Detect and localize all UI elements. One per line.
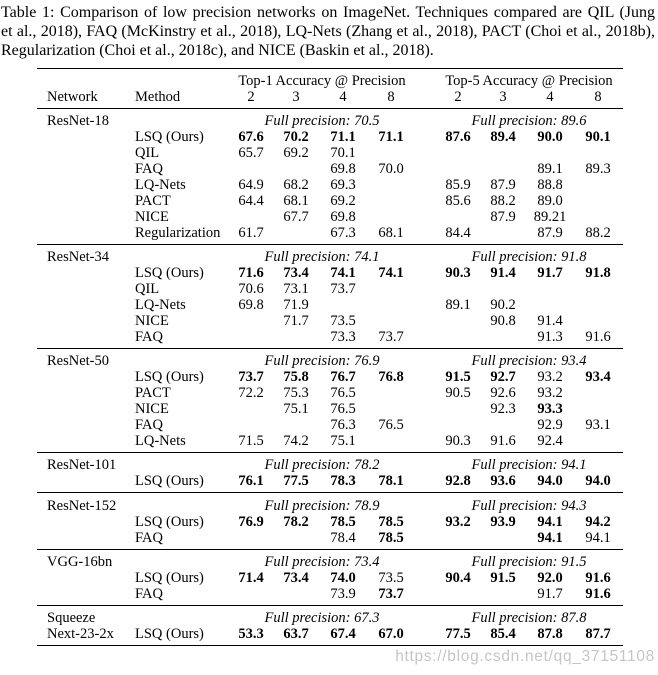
full-precision-row xyxy=(37,457,623,473)
method-row xyxy=(37,570,623,586)
network-name: ResNet-101 xyxy=(47,457,117,474)
top1-precision-2-value: 72.2 xyxy=(238,385,264,402)
network-name: Squeeze xyxy=(47,610,96,626)
top1-precision-4-value: 76.5 xyxy=(330,385,356,402)
top5-precision-2-value: 87.6 xyxy=(445,128,471,145)
caption-line: et al., 2018), FAQ (McKinstry et al., 2018), LQ-Nets (Zhang et al., 2018), PACT (Choi et al., 2018b), xyxy=(1,23,655,40)
method-row xyxy=(37,433,623,449)
top1-precision-4-value: 78.5 xyxy=(330,513,356,530)
top5-precision-4-value: 93.2 xyxy=(537,369,563,386)
top5-precision-4-value: 89.1 xyxy=(537,160,563,177)
top1-precision-2-value: 64.9 xyxy=(238,176,264,193)
top1-precision-header: 2 xyxy=(247,88,255,105)
method-name: FAQ xyxy=(135,585,163,602)
top5-precision-2-value: 85.9 xyxy=(445,176,471,193)
top1-precision-8-value: 78.5 xyxy=(378,529,404,546)
full-precision-row xyxy=(37,113,623,129)
method-row xyxy=(37,145,623,161)
top1-precision-3-value: 77.5 xyxy=(283,473,309,490)
method-name: NICE xyxy=(135,208,169,225)
top1-full-precision: Full precision: 70.5 xyxy=(264,112,380,129)
top5-precision-8-value: 94.2 xyxy=(585,513,611,530)
top1-precision-4-value: 69.2 xyxy=(330,192,356,209)
top5-precision-2-value: 90.5 xyxy=(445,385,471,402)
method-row xyxy=(37,129,623,145)
top1-full-precision: Full precision: 78.9 xyxy=(264,497,380,514)
method-name: NICE xyxy=(135,313,169,330)
top5-precision-2-value: 90.3 xyxy=(445,433,471,450)
method-name: LQ-Nets xyxy=(135,176,186,193)
top5-precision-2-value: 77.5 xyxy=(445,626,471,642)
top5-precision-8-value: 90.1 xyxy=(585,128,611,145)
table-caption xyxy=(1,3,655,60)
top5-precision-8-value: 87.7 xyxy=(585,626,611,642)
method-name: LSQ (Ours) xyxy=(135,369,204,386)
network-name: ResNet-34 xyxy=(47,249,110,266)
top1-precision-8-value: 78.5 xyxy=(378,513,404,530)
top5-precision-2-value: 90.3 xyxy=(445,265,471,282)
top1-precision-3-value: 78.2 xyxy=(283,513,309,530)
top5-precision-2-value: 85.6 xyxy=(445,192,471,209)
top1-precision-2-value: 61.7 xyxy=(238,224,264,241)
top5-precision-3-value: 87.9 xyxy=(490,176,516,193)
network-group xyxy=(37,245,623,349)
results-table xyxy=(37,68,623,646)
top5-precision-3-value: 91.4 xyxy=(490,265,516,282)
top1-precision-2-value: 71.6 xyxy=(238,265,264,282)
top5-precision-4-value: 88.8 xyxy=(537,176,563,193)
method-name: QIL xyxy=(135,144,160,161)
top1-precision-2-value: 70.6 xyxy=(238,281,264,298)
top1-precision-4-value: 70.1 xyxy=(330,144,356,161)
top5-precision-4-value: 94.1 xyxy=(537,513,563,530)
method-name: LQ-Nets xyxy=(135,433,186,450)
top5-precision-4-value: 93.3 xyxy=(537,401,563,418)
top1-precision-3-value: 71.7 xyxy=(283,313,309,330)
top5-precision-4-value: 92.4 xyxy=(537,433,563,450)
method-name: QIL xyxy=(135,281,160,298)
top5-precision-2-value: 92.8 xyxy=(445,473,471,490)
table-body xyxy=(37,109,623,646)
top1-precision-4-value: 76.7 xyxy=(330,369,356,386)
top1-precision-4-value: 73.5 xyxy=(330,313,356,330)
method-row xyxy=(37,225,623,241)
method-name: PACT xyxy=(135,385,171,402)
top1-precision-4-value: 67.3 xyxy=(330,224,356,241)
top5-precision-8-value: 94.0 xyxy=(585,473,611,490)
top5-precision-3-value: 91.6 xyxy=(490,433,516,450)
network-name: ResNet-18 xyxy=(47,112,110,129)
top5-full-precision: Full precision: 91.8 xyxy=(471,249,587,266)
top5-precision-4-value: 90.0 xyxy=(537,128,563,145)
top1-precision-3-value: 69.2 xyxy=(283,144,309,161)
method-name: LQ-Nets xyxy=(135,297,186,314)
method-name: FAQ xyxy=(135,329,163,346)
top5-precision-4-value: 89.21 xyxy=(533,208,567,225)
method-row xyxy=(37,177,623,193)
top1-precision-8-value: 76.5 xyxy=(378,417,404,434)
top1-precision-4-value: 69.8 xyxy=(330,208,356,225)
method-row xyxy=(37,297,623,313)
network-group xyxy=(37,109,623,245)
top5-precision-8-value: 91.6 xyxy=(585,569,611,586)
top1-precision-8-value: 73.7 xyxy=(378,585,404,602)
top1-precision-4-value: 71.1 xyxy=(330,128,356,145)
top1-precision-3-value: 75.1 xyxy=(283,401,309,418)
method-row xyxy=(37,281,623,297)
full-precision-row xyxy=(37,353,623,369)
method-row xyxy=(37,586,623,602)
top1-precision-4-value: 69.3 xyxy=(330,176,356,193)
top5-precision-8-value: 88.2 xyxy=(585,224,611,241)
top5-precision-8-value: 93.4 xyxy=(585,369,611,386)
top5-precision-4-value: 87.9 xyxy=(537,224,563,241)
top1-precision-3-value: 63.7 xyxy=(283,626,309,642)
top5-precision-8-value: 91.8 xyxy=(585,265,611,282)
top5-precision-3-value: 89.4 xyxy=(490,128,516,145)
table-header xyxy=(37,69,623,109)
top1-full-precision: Full precision: 73.4 xyxy=(264,553,380,570)
watermark: https://blog.csdn.net/qq_37151108 xyxy=(395,648,655,665)
top5-precision-4-value: 87.8 xyxy=(537,626,563,642)
top1-precision-4-value: 75.1 xyxy=(330,433,356,450)
method-name: FAQ xyxy=(135,529,163,546)
top1-precision-8-value: 71.1 xyxy=(378,128,404,145)
top1-precision-3-value: 74.2 xyxy=(283,433,309,450)
network-name: Next-23-2x xyxy=(47,626,114,642)
full-precision-row xyxy=(37,249,623,265)
top5-precision-4-value: 91.4 xyxy=(537,313,563,330)
method-name: LSQ (Ours) xyxy=(135,569,204,586)
method-name: FAQ xyxy=(135,417,163,434)
top1-precision-4-value: 67.4 xyxy=(330,626,356,642)
method-row xyxy=(37,514,623,530)
method-row xyxy=(37,417,623,433)
top5-full-precision: Full precision: 93.4 xyxy=(471,353,587,370)
top1-precision-8-value: 70.0 xyxy=(378,160,404,177)
top1-precision-8-value: 67.0 xyxy=(378,626,404,642)
top5-precision-8-value: 89.3 xyxy=(585,160,611,177)
top1-precision-4-value: 73.9 xyxy=(330,585,356,602)
method-row xyxy=(37,385,623,401)
method-row xyxy=(37,626,623,642)
top1-precision-2-value: 67.6 xyxy=(238,128,264,145)
method-name: LSQ (Ours) xyxy=(135,473,204,490)
network-group xyxy=(37,349,623,453)
top5-precision-2-value: 89.1 xyxy=(445,297,471,314)
top5-precision-8-value: 93.1 xyxy=(585,417,611,434)
method-row xyxy=(37,193,623,209)
top1-accuracy-header: Top-1 Accuracy @ Precision xyxy=(238,72,406,89)
top5-precision-8-value: 91.6 xyxy=(585,329,611,346)
top5-precision-3-value: 92.6 xyxy=(490,385,516,402)
top1-precision-4-value: 78.3 xyxy=(330,473,356,490)
top1-full-precision: Full precision: 76.9 xyxy=(264,353,380,370)
method-row xyxy=(37,473,623,489)
top5-accuracy-header: Top-5 Accuracy @ Precision xyxy=(445,72,613,89)
top1-precision-8-value: 76.8 xyxy=(378,369,404,386)
method-name: LSQ (Ours) xyxy=(135,265,204,282)
top5-precision-3-value: 87.9 xyxy=(490,208,516,225)
top1-precision-3-value: 75.8 xyxy=(283,369,309,386)
top5-precision-header: 2 xyxy=(454,88,462,105)
top5-precision-4-value: 91.7 xyxy=(537,585,563,602)
top5-precision-3-value: 92.7 xyxy=(490,369,516,386)
top1-precision-header: 8 xyxy=(387,88,395,105)
method-name: LSQ (Ours) xyxy=(135,513,204,530)
top5-full-precision: Full precision: 89.6 xyxy=(471,112,587,129)
method-name: LSQ (Ours) xyxy=(135,626,204,642)
method-row xyxy=(37,530,623,546)
top1-precision-3-value: 71.9 xyxy=(283,297,309,314)
top1-precision-4-value: 76.5 xyxy=(330,401,356,418)
network-name: ResNet-152 xyxy=(47,497,117,514)
top5-precision-header: 8 xyxy=(594,88,602,105)
top1-precision-8-value: 78.1 xyxy=(378,473,404,490)
network-group xyxy=(37,493,623,549)
top5-precision-3-value: 93.6 xyxy=(490,473,516,490)
top1-precision-2-value: 71.4 xyxy=(238,569,264,586)
method-row xyxy=(37,369,623,385)
top5-precision-4-value: 93.2 xyxy=(537,385,563,402)
top1-full-precision: Full precision: 74.1 xyxy=(264,249,380,266)
top5-full-precision: Full precision: 94.1 xyxy=(471,457,587,474)
method-name: PACT xyxy=(135,192,171,209)
top1-precision-4-value: 74.1 xyxy=(330,265,356,282)
top5-precision-3-value: 93.9 xyxy=(490,513,516,530)
top1-precision-4-value: 74.0 xyxy=(330,569,356,586)
top1-precision-8-value: 73.5 xyxy=(378,569,404,586)
top1-precision-3-value: 75.3 xyxy=(283,385,309,402)
top5-full-precision: Full precision: 94.3 xyxy=(471,497,587,514)
header-column-row xyxy=(37,89,623,105)
top1-precision-2-value: 76.1 xyxy=(238,473,264,490)
method-row xyxy=(37,209,623,225)
top1-precision-3-value: 70.2 xyxy=(283,128,309,145)
method-row xyxy=(37,401,623,417)
network-group xyxy=(37,606,623,646)
top1-precision-3-value: 73.4 xyxy=(283,265,309,282)
top1-precision-2-value: 64.4 xyxy=(238,192,264,209)
top1-full-precision: Full precision: 67.3 xyxy=(264,610,380,626)
top1-precision-header: 3 xyxy=(292,88,300,105)
top1-precision-2-value: 71.5 xyxy=(238,433,264,450)
top5-precision-3-value: 90.2 xyxy=(490,297,516,314)
method-row xyxy=(37,313,623,329)
top1-precision-3-value: 73.1 xyxy=(283,281,309,298)
top5-full-precision: Full precision: 87.8 xyxy=(471,610,587,626)
top1-precision-2-value: 65.7 xyxy=(238,144,264,161)
top5-precision-3-value: 85.4 xyxy=(490,626,516,642)
method-name: FAQ xyxy=(135,160,163,177)
top5-precision-4-value: 94.0 xyxy=(537,473,563,490)
top5-precision-8-value: 91.6 xyxy=(585,585,611,602)
top5-precision-2-value: 91.5 xyxy=(445,369,471,386)
top5-precision-2-value: 84.4 xyxy=(445,224,471,241)
network-name: ResNet-50 xyxy=(47,353,110,370)
top1-full-precision: Full precision: 78.2 xyxy=(264,457,380,474)
top5-precision-2-value: 93.2 xyxy=(445,513,471,530)
top1-precision-4-value: 76.3 xyxy=(330,417,356,434)
top1-precision-3-value: 73.4 xyxy=(283,569,309,586)
network-group xyxy=(37,550,623,606)
top5-full-precision: Full precision: 91.5 xyxy=(471,553,587,570)
top1-precision-4-value: 73.3 xyxy=(330,329,356,346)
top5-precision-2-value: 90.4 xyxy=(445,569,471,586)
top5-precision-header: 3 xyxy=(499,88,507,105)
top1-precision-3-value: 68.2 xyxy=(283,176,309,193)
top1-precision-8-value: 73.7 xyxy=(378,329,404,346)
method-row xyxy=(37,329,623,345)
method-name: LSQ (Ours) xyxy=(135,128,204,145)
header-group-row xyxy=(37,73,623,89)
network-column-header: Network xyxy=(47,88,98,105)
top1-precision-4-value: 69.8 xyxy=(330,160,356,177)
top5-precision-4-value: 94.1 xyxy=(537,529,563,546)
top1-precision-3-value: 67.7 xyxy=(283,208,309,225)
top5-precision-3-value: 90.8 xyxy=(490,313,516,330)
method-row xyxy=(37,161,623,177)
top1-precision-2-value: 73.7 xyxy=(238,369,264,386)
network-group xyxy=(37,453,623,493)
network-name: VGG-16bn xyxy=(47,553,113,570)
method-column-header: Method xyxy=(135,88,181,105)
top5-precision-header: 4 xyxy=(546,88,554,105)
top1-precision-8-value: 74.1 xyxy=(378,265,404,282)
method-name: NICE xyxy=(135,401,169,418)
top1-precision-4-value: 78.4 xyxy=(330,529,356,546)
full-precision-row xyxy=(37,498,623,514)
top1-precision-header: 4 xyxy=(339,88,347,105)
top1-precision-2-value: 69.8 xyxy=(238,297,264,314)
caption-line: Table 1: Comparison of low precision networks on ImageNet. Techniques compared are QIL (Jung xyxy=(1,4,655,21)
top5-precision-3-value: 92.3 xyxy=(490,401,516,418)
top5-precision-4-value: 91.7 xyxy=(537,265,563,282)
method-name: Regularization xyxy=(135,224,221,241)
top5-precision-4-value: 89.0 xyxy=(537,192,563,209)
top5-precision-3-value: 88.2 xyxy=(490,192,516,209)
top5-precision-4-value: 92.0 xyxy=(537,569,563,586)
top1-precision-4-value: 73.7 xyxy=(330,281,356,298)
top1-precision-2-value: 53.3 xyxy=(238,626,264,642)
top5-precision-4-value: 92.9 xyxy=(537,417,563,434)
top1-precision-2-value: 76.9 xyxy=(238,513,264,530)
top1-precision-3-value: 68.1 xyxy=(283,192,309,209)
top5-precision-8-value: 94.1 xyxy=(585,529,611,546)
method-row xyxy=(37,265,623,281)
top5-precision-3-value: 91.5 xyxy=(490,569,516,586)
full-precision-row xyxy=(37,554,623,570)
full-precision-row xyxy=(37,610,623,626)
top1-precision-8-value: 68.1 xyxy=(378,224,404,241)
top5-precision-4-value: 91.3 xyxy=(537,329,563,346)
caption-line: Regularization (Choi et al., 2018c), and NICE (Baskin et al., 2018). xyxy=(1,42,434,59)
